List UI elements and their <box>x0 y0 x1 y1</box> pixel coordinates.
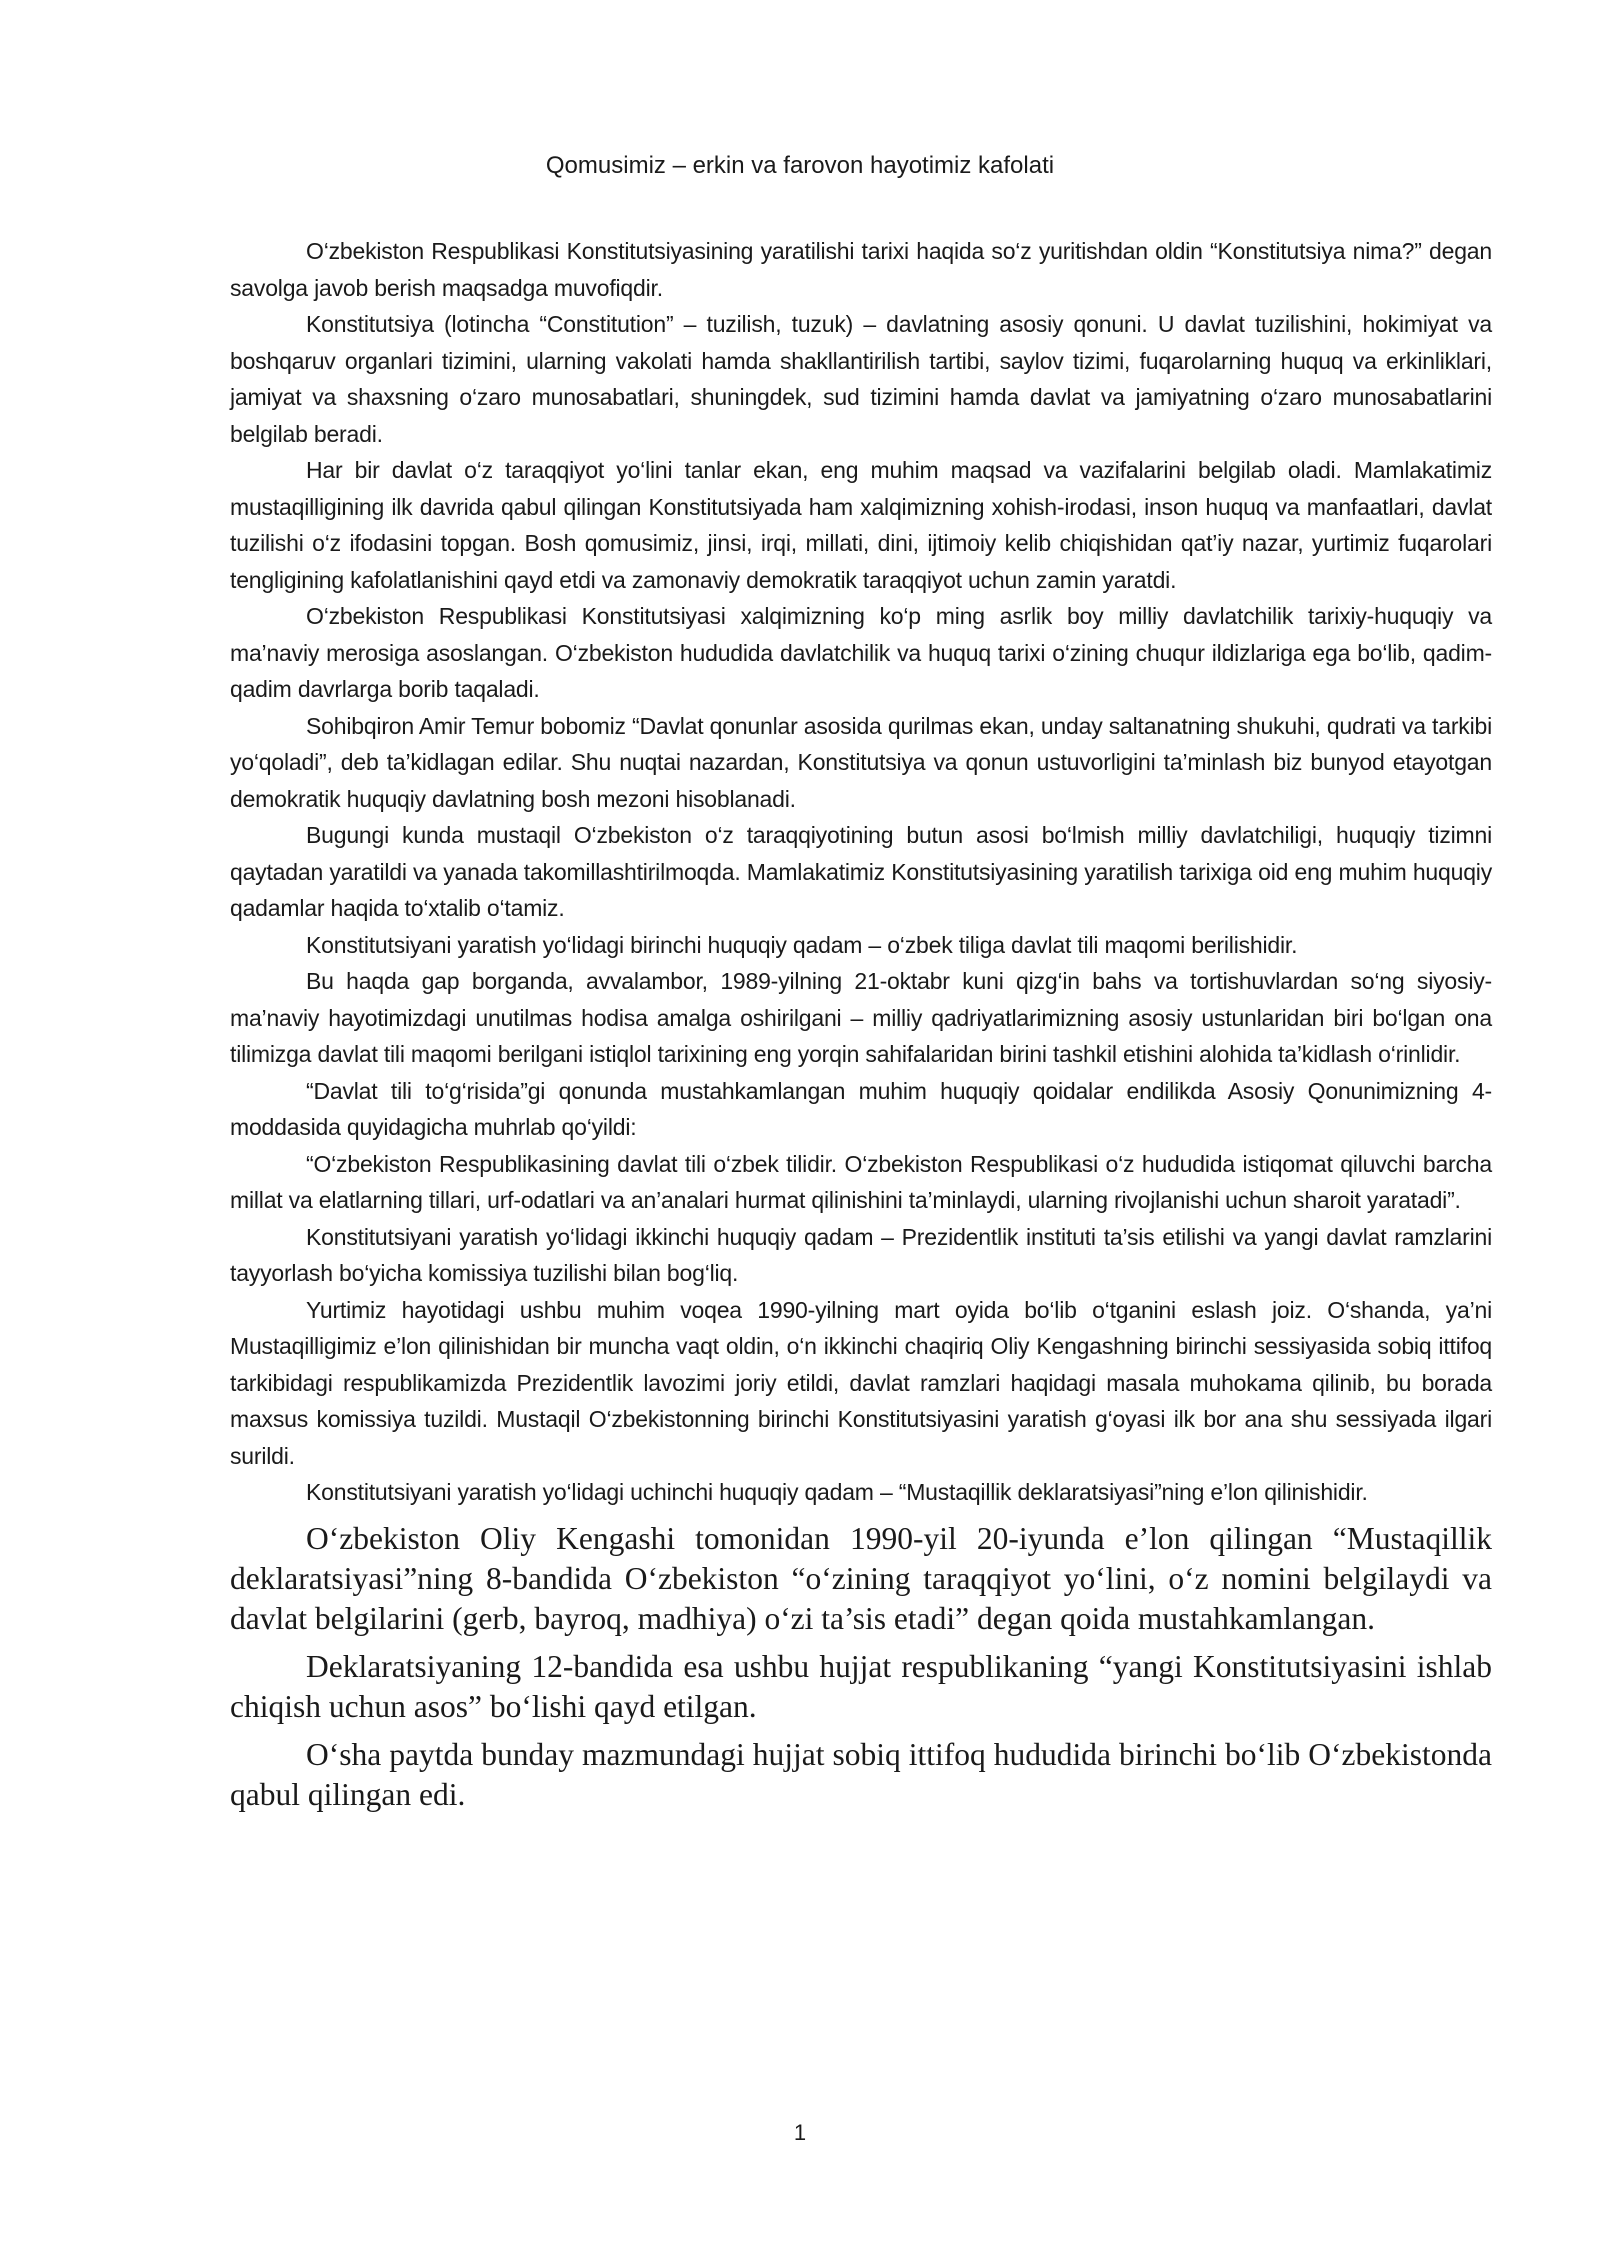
paragraph-2: Konstitutsiya (lotincha “Constitution” – tuzilish, tuzuk) – davlatning asosiy qonuni. U davlat tuzilishini, hokimiyat va boshqaruv organlari tizimini, ularning vakolati hamda shakllantirilish tartibi, saylov tizimi, fuqarolarning huquq va erkinliklari, jamiyat va shaxsning o‘zaro munosabatlari, shuningdek, sud tizimini hamda davlat va jamiyatning o‘zaro munosabatlarini belgilab beradi. <box>230 311 1492 447</box>
paragraph-9: “Davlat tili to‘g‘risida”gi qonunda mustahkamlangan muhim huquqiy qoidalar endilikda Asosiy Qonunimizning 4-moddasida quyidagicha muhrlab qo‘yildi: <box>230 1077 1492 1140</box>
paragraph-12: Yurtimiz hayotidagi ushbu muhim voqea 1990-yilning mart oyida bo‘lib o‘tganini eslash joiz. O‘shanda, ya’ni Mustaqilligimiz e’lon qilinishidan bir muncha vaqt oldin, o‘n ikkinchi chaqiriq Oliy Kengashning birinchi sessiyasida sobiq ittifoq tarkibidagi respublikamizda Prezidentlik lavozimi joriy etildi, davlat ramzlari haqidagi masala muhokama qilinib, bu borada maxsus komissiya tuzildi. Mustaqil O‘zbekistonning birinchi Konstitutsiyasini yaratish g‘oyasi ilk bor ana shu sessiyada ilgari surildi. <box>230 1296 1492 1469</box>
paragraph-1: O‘zbekiston Respublikasi Konstitutsiyasining yaratilishi tarixi haqida so‘z yuritishdan oldin “Konstitutsiya nima?” degan savolga javob berish maqsadga muvofiqdir. <box>230 238 1492 301</box>
paragraph-7: Konstitutsiyani yaratish yo‘lidagi birinchi huquqiy qadam – o‘zbek tiliga davlat tili maqomi berilishidir. <box>306 931 1298 958</box>
paragraph-4: O‘zbekiston Respublikasi Konstitutsiyasi xalqimizning ko‘p ming asrlik boy milliy davlatchilik tarixiy-huquqiy va ma’naviy merosiga asoslangan. O‘zbekiston hududida davlatchilik va huquq tarixi o‘zining chuqur ildizlariga ega bo‘lib, qadim-qadim davrlarga borib taqaladi. <box>230 603 1492 702</box>
paragraph-13: Konstitutsiyani yaratish yo‘lidagi uchinchi huquqiy qadam – “Mustaqillik deklaratsiyasi”ning e’lon qilinishidir. <box>306 1479 1368 1505</box>
page-title: Qomusimiz – erkin va farovon hayotimiz kafolati <box>545 152 1055 179</box>
paragraph-16: O‘sha paytda bunday mazmundagi hujjat sobiq ittifoq hududida birinchi bo‘lib O‘zbekistonda qabul qilingan edi. <box>230 1736 1492 1812</box>
paragraph-15: Deklaratsiyaning 12-bandida esa ushbu hujjat respublikaning “yangi Konstitutsiyasini ishlab chiqish uchun asos” bo‘lishi qayd etilgan. <box>230 1648 1492 1724</box>
paragraph-5: Sohibqiron Amir Temur bobomiz “Davlat qonunlar asosida qurilmas ekan, unday saltanatning shukuhi, qudrati va tarkibi yo‘qoladi”, deb ta’kidlagan edilar. Shu nuqtai nazardan, Konstitutsiya va qonun ustuvorligini ta’minlash biz bunyod etayotgan demokratik huquqiy davlatning bosh mezoni hisoblanadi. <box>230 712 1492 812</box>
quote-paragraph: “O‘zbekiston Respublikasining davlat tili o‘zbek tilidir. O‘zbekiston Respublikasi o‘z hududida istiqomat qiluvchi barcha millat va elatlarning tillari, urf-odatlari va an’analari hurmat qilinishini ta’minlaydi, ularning rivojlanishi uchun sharoit yaratadi”. <box>230 1150 1492 1213</box>
paragraph-11: Konstitutsiyani yaratish yo‘lidagi ikkinchi huquqiy qadam – Prezidentlik instituti ta’sis etilishi va yangi davlat ramzlarini tayyorlash bo‘yicha komissiya tuzilishi bilan bog‘liq. <box>230 1223 1492 1286</box>
paragraph-8: Bu haqda gap borganda, avvalambor, 1989-yilning 21-oktabr kuni qizg‘in bahs va tortishuvlardan so‘ng siyosiy-ma’naviy hayotimizdagi unutilmas hodisa amalga oshirilgani – milliy qadriyatlarimizning asosiy ustunlaridan biri bo‘lgan ona tilimizga davlat tili maqomi berilgani istiqlol tarixining eng yorqin sahifalaridan birini tashkil etishini alohida ta’kidlash o‘rinlidir. <box>230 968 1492 1067</box>
paragraph-6: Bugungi kunda mustaqil O‘zbekiston o‘z taraqqiyotining butun asosi bo‘lmish milliy davlatchiligi, huquqiy tizimni qaytadan yaratildi va yanada takomillashtirilmoqda. Mamlakatimiz Konstitutsiyasining yaratilish tarixiga oid eng muhim huquqiy qadamlar haqida to‘xtalib o‘tamiz. <box>230 822 1492 921</box>
paragraph-14: O‘zbekiston Oliy Kengashi tomonidan 1990-yil 20-iyunda e’lon qilingan “Mustaqillik deklaratsiyasi”ning 8-bandida O‘zbekiston “o‘zining taraqqiyot yo‘lini, o‘z nomini belgilaydi va davlat belgilarini (gerb, bayroq, madhiya) o‘zi ta’sis etadi” degan qoida mustahkamlangan. <box>230 1520 1492 1636</box>
paragraph-3: Har bir davlat o‘z taraqqiyot yo‘lini tanlar ekan, eng muhim maqsad va vazifalarini belgilab oladi. Mamlakatimiz mustaqilligining ilk davrida qabul qilingan Konstitutsiyada ham xalqimizning xohish-irodasi, inson huquq va manfaatlari, davlat tuzilishi o‘z ifodasini topgan. Bosh qomusimiz, jinsi, irqi, millati, dini, ijtimoiy kelib chiqishidan qat’iy nazar, yurtimiz fuqarolari tengligining kafolatlanishini qayd etdi va zamonaviy demokratik taraqqiyot uchun zamin yaratdi. <box>230 457 1492 593</box>
document-body <box>230 233 1492 1815</box>
page-number: 1 <box>793 2120 807 2145</box>
